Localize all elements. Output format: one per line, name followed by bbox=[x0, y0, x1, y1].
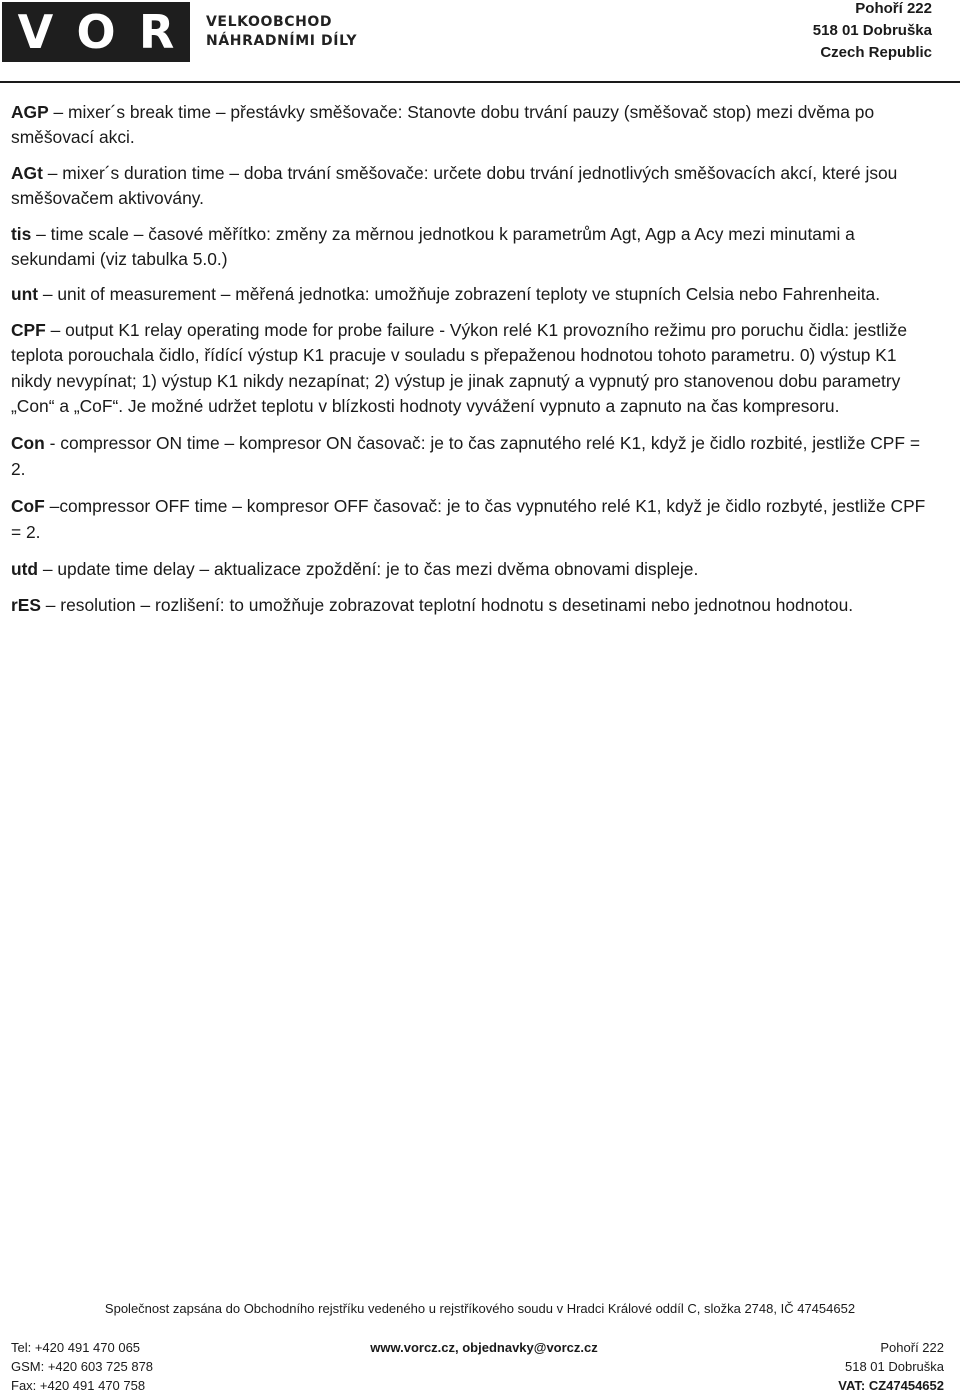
parameter-description: – output K1 relay operating mode for probe failure - Výkon relé K1 provozního režimu pro poruchu čidla: jestliže teplota porouchala čidlo, řídící výstup K1 pracuje v souladu s přepaženou hodnotou tohoto parametru. 0) výstup K1 nikdy nevypínat; 1) výstup K1 nikdy nezapínat; 2) výstup je jinak zapnutý a vypnutý pro stanovenou dobu parametry „Con“ a „CoF“. Je možné udržet teplotu v blízkosti hodnoty vyvážení vypnuto a zapnuto na čas kompresoru. bbox=[11, 319, 908, 417]
parameter-description: – update time delay – aktualizace zpoždění: je to čas mezi dvěma obnovami displeje. bbox=[38, 559, 699, 580]
parameter-description: –compressor OFF time – kompresor OFF časovač: je to čas vypnutého relé K1, když je čidlo rozbyté, jestliže CPF = 2. bbox=[11, 496, 926, 542]
footer-gsm: GSM: +420 603 725 878 bbox=[11, 1359, 154, 1374]
parameter-cof bbox=[11, 494, 932, 545]
logo-line-2: NÁHRADNÍMI DÍLY bbox=[206, 33, 358, 49]
parameter-code: CPF bbox=[11, 319, 46, 340]
header-address bbox=[813, 0, 932, 64]
parameter-code: rES bbox=[11, 594, 41, 615]
logo-letter-r: R bbox=[138, 5, 175, 59]
footer-tel: Tel: +420 491 470 065 bbox=[11, 1340, 141, 1355]
parameter-tis bbox=[11, 222, 932, 273]
logo-letter-o: O bbox=[76, 5, 116, 59]
footer-address-city: 518 01 Dobruška bbox=[844, 1359, 944, 1374]
parameter-code: tis bbox=[11, 223, 32, 244]
footer-web-link[interactable]: www.vorcz.cz, objednavky@vorcz.cz bbox=[370, 1340, 598, 1355]
company-logo bbox=[2, 2, 357, 62]
parameter-utd bbox=[11, 557, 932, 582]
parameter-description: – mixer´s duration time – doba trvání směšovače: určete dobu trvání jednotlivých směšovacích akcí, které jsou směšovačem aktivovány. bbox=[11, 162, 898, 209]
logo-line-1: VELKOOBCHOD bbox=[206, 14, 333, 30]
logo-letter-v: V bbox=[17, 5, 54, 59]
parameter-code: unt bbox=[11, 284, 39, 305]
footer-address bbox=[838, 1338, 944, 1395]
company-registry-note: Společnost zapsána do Obchodního rejstříku vedeného u rejstříkového soudu v Hradci Králové oddíl C, složka 2748, IČ 47454652 bbox=[104, 1301, 856, 1316]
parameter-description: – resolution – rozlišení: to umožňuje zobrazovat teplotní hodnotu s desetinami nebo jednotnou hodnotou. bbox=[40, 594, 854, 615]
document-body bbox=[11, 100, 932, 628]
parameter-code: AGP bbox=[11, 102, 49, 122]
parameter-description: – unit of measurement – měřená jednotka: umožňuje zobrazení teploty ve stupních Celsia nebo Fahrenheita. bbox=[38, 284, 881, 305]
page-header bbox=[0, 0, 960, 82]
parameter-con bbox=[11, 431, 932, 482]
header-address-city: 518 01 Dobruška bbox=[812, 22, 932, 39]
parameter-code: CoF bbox=[11, 496, 45, 517]
header-address-street: Pohoří 222 bbox=[855, 0, 932, 17]
footer-fax: Fax: +420 491 470 758 bbox=[11, 1378, 146, 1393]
logo-mark bbox=[2, 2, 190, 62]
parameter-description: – mixer´s break time – přestávky směšovače: Stanovte dobu trvání pauzy (směšovač stop) mezi dvěma po směšovací akci. bbox=[11, 102, 875, 148]
parameter-description: – time scale – časové měřítko: změny za měrnou jednotkou k parametrům Agt, Agp a Acy mezi minutami a sekundami (viz tabulka 5.0.) bbox=[11, 223, 855, 270]
parameter-agt bbox=[11, 161, 932, 212]
parameter-unt bbox=[11, 282, 932, 307]
parameter-cpf bbox=[11, 318, 932, 420]
header-address-country: Czech Republic bbox=[820, 44, 932, 61]
parameter-code: Con bbox=[11, 433, 45, 454]
parameter-description: - compressor ON time – kompresor ON časovač: je to čas zapnutého relé K1, když je čidlo rozbité, jestliže CPF = 2. bbox=[11, 433, 920, 479]
parameter-agp bbox=[11, 100, 932, 151]
page-footer bbox=[0, 1338, 960, 1395]
logo-wordmark bbox=[206, 13, 357, 51]
parameter-code: utd bbox=[11, 559, 39, 580]
header-divider bbox=[0, 81, 960, 83]
parameter-code: AGt bbox=[11, 162, 43, 183]
footer-vat: VAT: CZ47454652 bbox=[838, 1378, 944, 1393]
footer-address-street: Pohoří 222 bbox=[880, 1340, 944, 1355]
parameter-res bbox=[11, 593, 932, 618]
